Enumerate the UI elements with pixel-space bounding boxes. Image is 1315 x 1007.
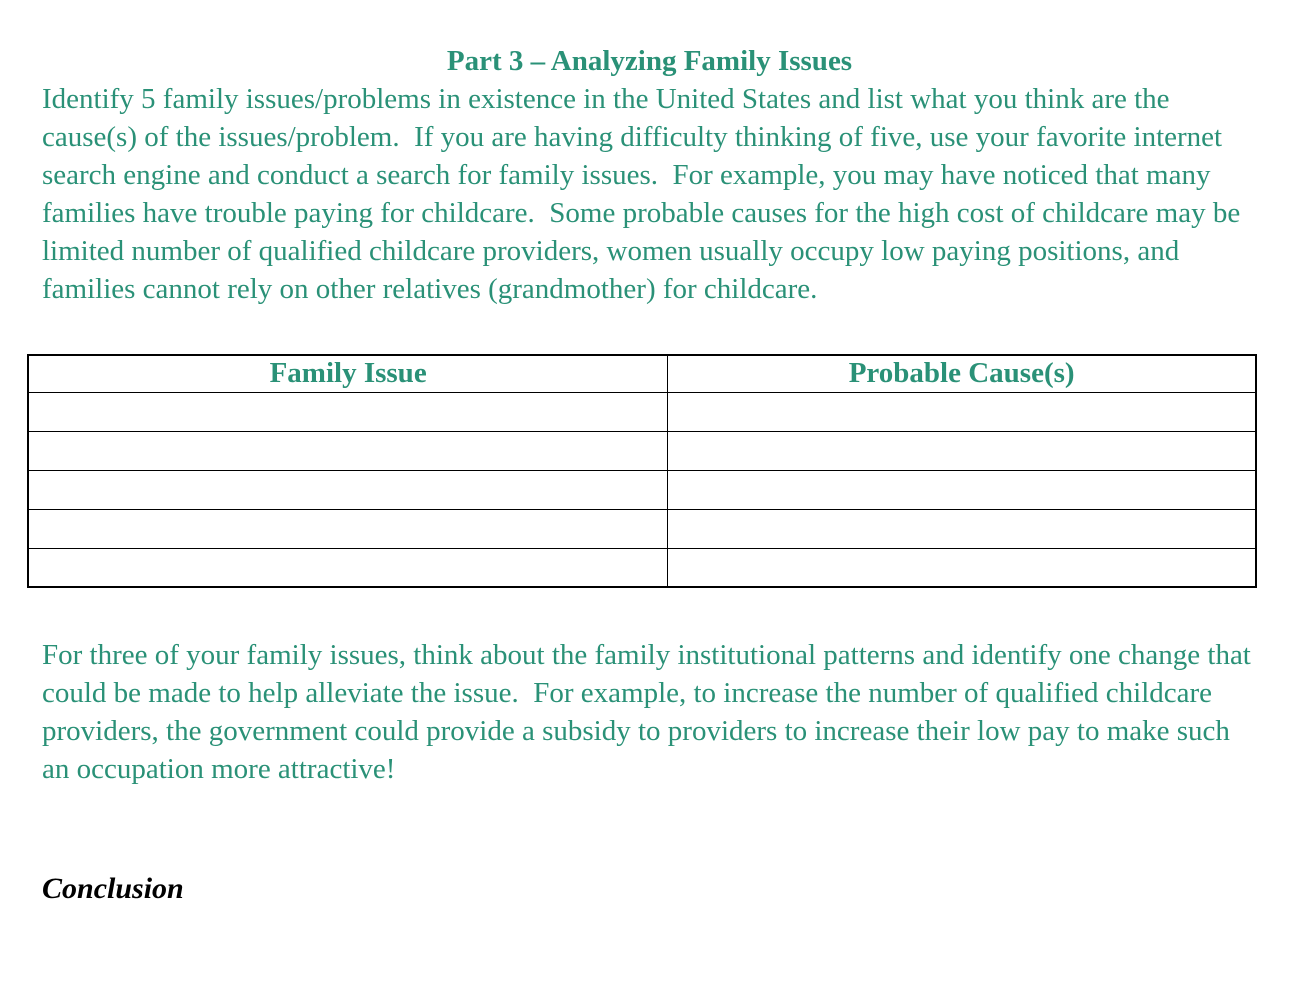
table-cell-probable-cause	[668, 548, 1256, 587]
table-row	[28, 470, 1256, 509]
followup-paragraph: For three of your family issues, think about the family institutional patterns and identify one change that could be made to help alleviate the issue. For example, to increase the number of qualified childcare providers, the government could provide a subsidy to providers to increase their low pay to make such an occupation more attractive!	[42, 639, 1259, 785]
table-body	[28, 392, 1256, 587]
table-cell-probable-cause	[668, 470, 1256, 509]
intro-paragraph: Identify 5 family issues/problems in existence in the United States and list what you think are the cause(s) of the issues/problem. If you are having difficulty thinking of five, use your favorite internet search engine and conduct a search for family issues. For example, you may have noticed that many families have trouble paying for childcare. Some probable causes for the high cost of childcare may be limited number of qualified childcare providers, women usually occupy low paying positions, and families cannot rely on other relatives (grandmother) for childcare.	[42, 83, 1248, 305]
table-cell-probable-cause	[668, 509, 1256, 548]
table-cell-family-issue	[28, 392, 668, 431]
table-cell-family-issue	[28, 470, 668, 509]
table-row	[28, 509, 1256, 548]
table-cell-probable-cause	[668, 392, 1256, 431]
page-title: Part 3 – Analyzing Family Issues	[446, 45, 853, 77]
table-row	[28, 431, 1256, 470]
table-cell-probable-cause	[668, 431, 1256, 470]
table-row	[28, 392, 1256, 431]
table-cell-family-issue	[28, 431, 668, 470]
conclusion-heading: Conclusion	[42, 872, 184, 905]
column-header-family-issue: Family Issue	[28, 355, 668, 392]
table-row	[28, 548, 1256, 587]
table-header-row	[28, 355, 1256, 392]
family-issues-table	[27, 354, 1257, 588]
column-header-probable-causes: Probable Cause(s)	[668, 355, 1256, 392]
table-cell-family-issue	[28, 509, 668, 548]
table-cell-family-issue	[28, 548, 668, 587]
